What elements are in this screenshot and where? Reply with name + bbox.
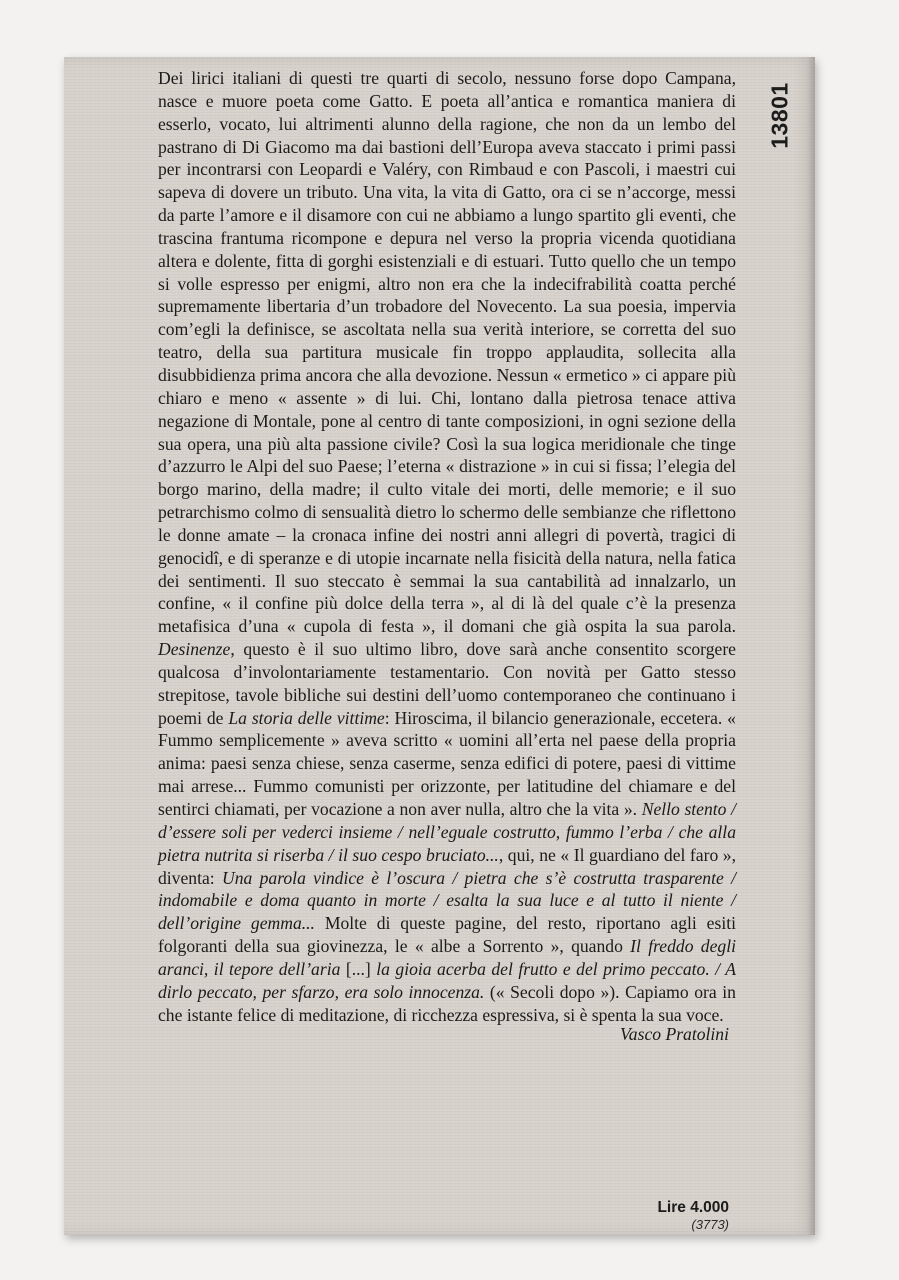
italic-quote: Una parola vindice è l’oscura / pietra che s’è costrutta trasparente / indomabile e doma quanto in morte / esalta la sua luce e al tutto il niente / dell’origine gemma... bbox=[158, 867, 736, 934]
italic-quote: Il freddo degli aranci, il tepore dell’aria bbox=[158, 936, 736, 979]
text-run: , questo è il suo ultimo libro, dove sarà anche consentito scorgere qualcosa d’involontariamente testamentario. Con novità per Gatto stesso strepitose, tavole bibliche sui destini dell’uomo contemporaneo che continuano i poemi de bbox=[158, 639, 736, 728]
price-block bbox=[657, 1199, 729, 1233]
text-run: Dei lirici italiani di questi tre quarti di secolo, nessuno forse dopo Campana, nasce e muore poeta come Gatto. E poeta all’antica e romantica maniera di esserlo, vocato, lui altrimenti alunno della ragione, che non da un lembo del pastrano di Di Giacomo ma dai bastioni dell’Europa aveva staccato i primi passi per incontrarsi con Leopardi e Valéry, con Rimbaud e con Pascoli, i maestri cui sapeva di dovere un tributo. Una vita, la vita di Gatto, ora ci se n’accorge, messi da parte l’amore e il disamore con cui ne abbiamo a lungo spartito gli eventi, che trascina frantuma ricompone e depura nel verso la propria vicenda quotidiana altera e dolente, fitta di gorghi esistenziali e di estuari. Tutto quello che un tempo si volle espresso per enigmi, altro non era che la indecifrabilità coatta perché supremamente libertaria d’un trobadore del Novecento. La sua poesia, impervia com’egli la definisce, se ascoltata nella sua verità interiore, se corretta del suo teatro, della sua partitura musicale fin troppo applaudita, sollecita alla disubbidienza prima ancora che alla devozione. Nessun « ermetico » ci appare più chiaro e meno « assente » di lui. Chi, lontano dalla pietrosa tenace attiva negazione di Montale, pone al centro di tante composizioni, in ogni sezione della sua opera, una più alta passione civile? Così la sua logica meridionale che tinge d’azzurro le Alpi del suo Paese; l’eterna « distrazione » in cui si fissa; l’elegia del borgo marino, della madre; il culto vitale dei morti, delle memorie; e il suo petrarchismo colmo di sensualità dietro lo schermo delle sembianze che riflettono le donne amate – la cronaca infine dei nostri anni allegri di povertà, tragici di genocidî, e di speranze e di utopie incarnate nella fisicità della natura, nella fatica dei sentimenti. Il suo steccato è semmai la sua cantabilità ad innalzarlo, un confine, « il confine più dolce della terra », al di là del quale c’è la presenza metafisica d’una « cupola di festa », il domani che già ospita la sua parola. bbox=[158, 68, 736, 637]
text-run: : Hiroscima, il bilancio generazionale, eccetera. « Fummo semplicemente » aveva scritto « uomini all’erta nel paese della propria anima: paesi senza chiese, senza caserme, senza edifici di potere, paesi di vittime mai arrese... Fummo comunisti per orizzonte, per latitudine del chiamare e del sentirci chiamati, per vocazione a non aver nulla, altro che la vita ». bbox=[158, 707, 736, 819]
inventory-stamp bbox=[760, 65, 800, 165]
catalog-code: (3773) bbox=[691, 1217, 729, 1232]
blurb-text bbox=[158, 67, 736, 1026]
stamp-number: 13801 bbox=[766, 81, 793, 149]
price-label: Lire 4.000 bbox=[657, 1199, 729, 1216]
italic-quote: Desinenze bbox=[158, 639, 231, 660]
italic-quote: Nello stento / d’essere soli per vederci insieme / nell’eguale costrutto, fummo l’erba / che alla pietra nutrita si riserba / il suo cespo bruciato... bbox=[158, 799, 736, 865]
author-signature: Vasco Pratolini bbox=[620, 1024, 729, 1044]
text-run: Molte di queste pagine, del resto, riportano agli esiti folgoranti della sua giovinezza, le « albe a Sorrento », quando bbox=[158, 913, 736, 957]
italic-quote: La storia delle vittime bbox=[228, 707, 385, 728]
italic-quote: la gioia acerba del frutto e del primo peccato. / A dirlo peccato, per sfarzo, era solo innocenza. bbox=[158, 958, 736, 1002]
book-back-cover bbox=[64, 57, 815, 1235]
text-run: (« Secoli dopo »). Capiamo ora in che istante felice di meditazione, di ricchezza espressiva, si è spenta la sua voce. bbox=[158, 981, 736, 1025]
cover-edge-shadow bbox=[807, 57, 815, 1235]
blurb-paragraph bbox=[158, 67, 736, 1026]
text-run: , qui, ne « Il guardiano del faro », diventa: bbox=[158, 844, 736, 888]
text-run: [...] bbox=[340, 958, 377, 979]
